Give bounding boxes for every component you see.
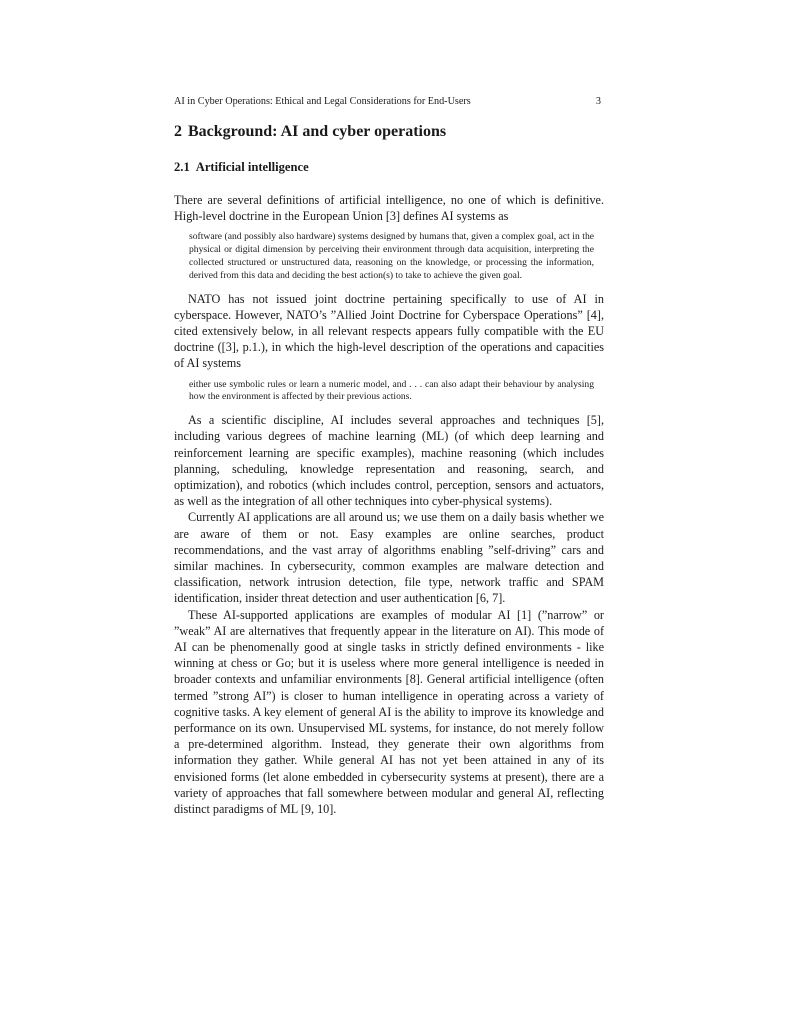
paragraph-nato-doctrine: NATO has not issued joint doctrine pertaining specifically to use of AI in cyberspace. However, NATO’s ”Allied Joint Doctrine for Cyberspace Operations” [4], cited extensively below, in all relevant respects appears fully compatible with the EU doctrine ([3], p.1.), in which the high-level description of the operations and capacities of AI systems	[174, 291, 604, 371]
section-title: Background: AI and cyber operations	[188, 123, 447, 140]
running-head-title: AI in Cyber Operations: Ethical and Legal Considerations for End-Users	[174, 96, 471, 107]
paragraph-ai-applications: Currently AI applications are all around us; we use them on a daily basis whether we are aware of them or not. Easy examples are online searches, product recommendations, and the vast array of algorithms enabling ”self-driving” cars and similar machines. In cybersecurity, common examples are malware detection and classification, network intrusion detection, file type, network traffic and SPAM identification, insider threat detection and user authentication [6, 7].	[174, 510, 604, 606]
eu-definition-quote: software (and possibly also hardware) systems designed by humans that, given a complex goal, act in the physical or digital dimension by perceiving their environment through data acquisition, interpreting the collected structured or unstructured data, reasoning on the knowledge, or processing the information, derived from this data and deciding the best action(s) to take to achieve the given goal.	[189, 231, 594, 281]
subsection-number: 2.1	[174, 160, 190, 174]
page-number: 3	[595, 96, 601, 107]
subsection-title: Artificial intelligence	[195, 160, 309, 174]
running-head	[174, 95, 604, 109]
paragraph-definitions: There are several definitions of artificial intelligence, no one of which is definitive. High-level doctrine in the European Union [3] defines AI systems as	[174, 193, 604, 224]
paragraph-ai-discipline: As a scientific discipline, AI includes several approaches and techniques [5], including various degrees of machine learning (ML) (of which deep learning and reinforcement learning are specific examples), machine reasoning (which includes planning, scheduling, knowledge representation and reasoning, search, and optimization), and robotics (which includes control, perception, sensors and actuators, as well as the integration of all other techniques into cyber-physical systems).	[174, 413, 604, 509]
section-heading	[174, 122, 604, 142]
paper-page	[174, 95, 604, 817]
paragraph-modular-general-ai: These AI-supported applications are examples of modular AI [1] (”narrow” or ”weak” AI are alternatives that frequently appear in the literature on AI). This mode of AI can be phenomenally good at single tasks in strictly defined environments - like winning at chess or Go; but it is useless where more general intelligence is needed in broader contexts and unfamiliar environments [8]. General artificial intelligence (often termed ”strong AI”) is closer to human intelligence in operating across a variety of cognitive tasks. A key element of general AI is the ability to improve its knowledge and performance on its own. Unsupervised ML systems, for instance, do not merely follow a pre-determined algorithm. Instead, they generate their own algorithms from information they gather. While general AI has not yet been attained in any of its envisioned forms (let alone embedded in cybersecurity systems at present), there are a variety of approaches that fall somewhere between modular and general AI, reflecting distinct paradigms of ML [9, 10].	[174, 607, 604, 817]
eu-capacities-quote: either use symbolic rules or learn a numeric model, and . . . can also adapt their behaviour by analysing how the environment is affected by their previous actions.	[189, 378, 594, 403]
subsection-heading	[174, 159, 604, 176]
section-number: 2	[174, 123, 182, 140]
